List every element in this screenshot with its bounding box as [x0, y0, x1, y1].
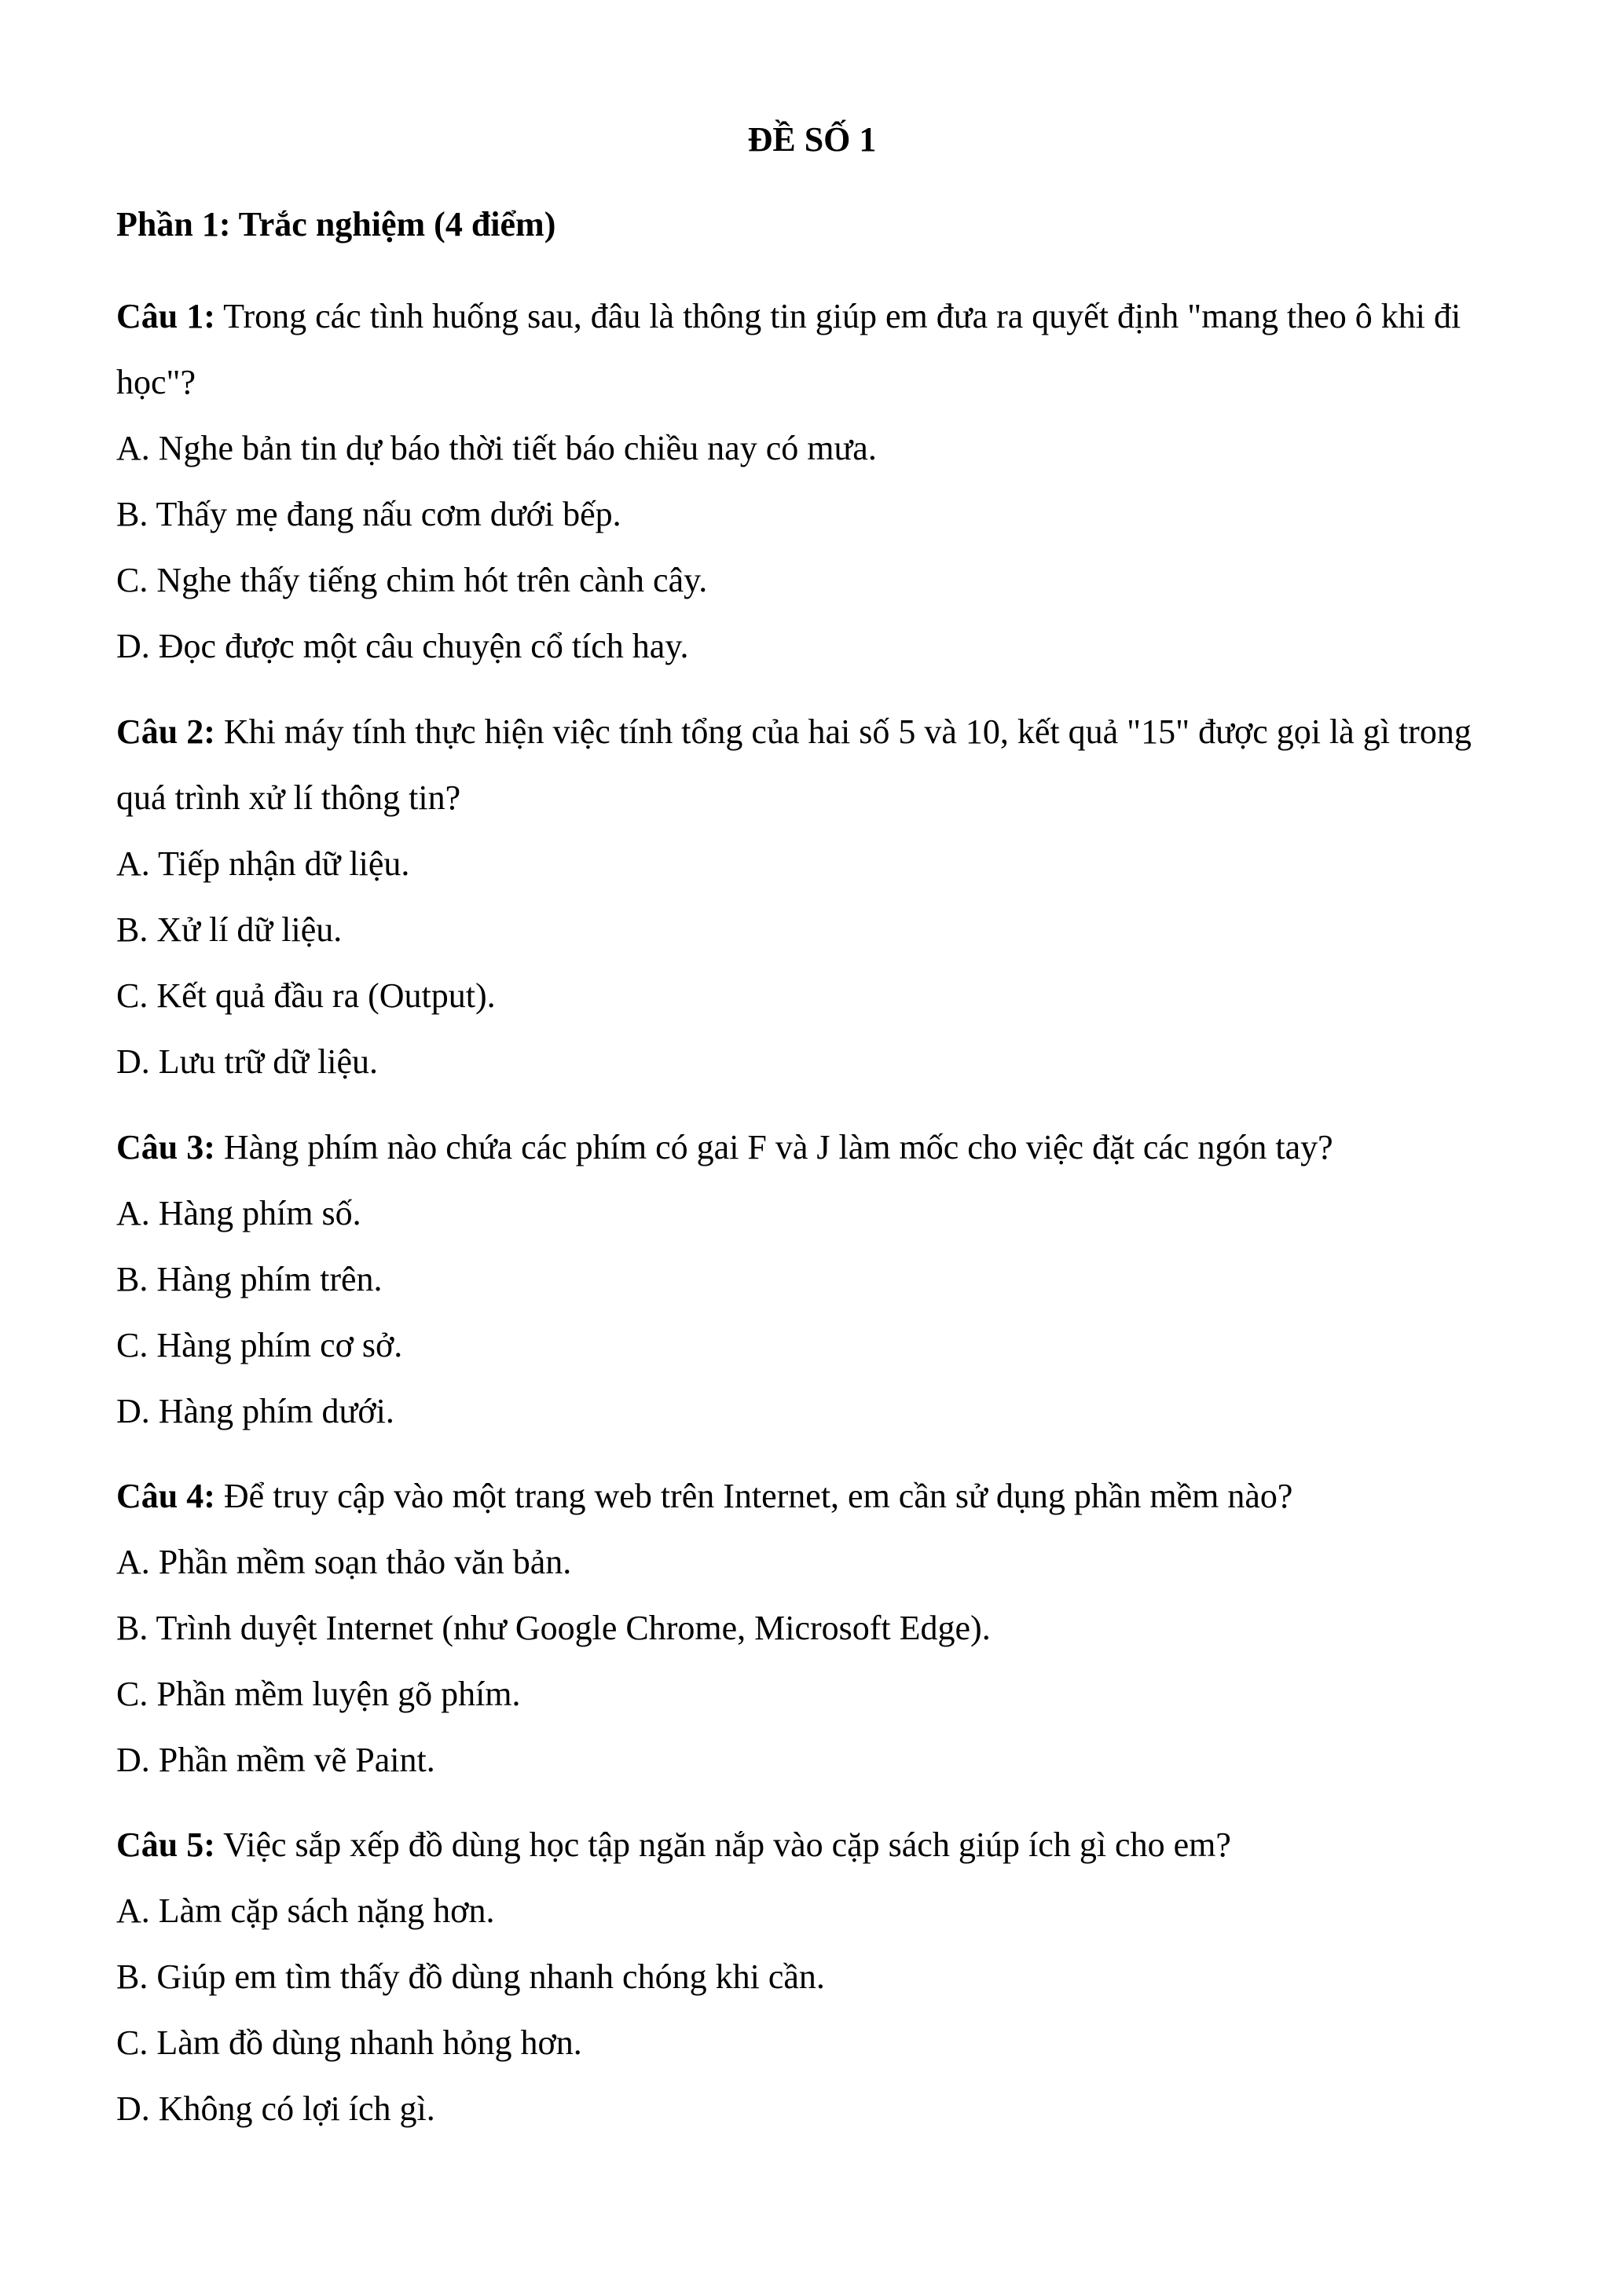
answer-option-c: C. Làm đồ dùng nhanh hỏng hơn. — [116, 2023, 582, 2062]
answer-option-a: A. Tiếp nhận dữ liệu. — [116, 844, 410, 883]
answer-options — [116, 416, 1515, 679]
answer-option-c: C. Nghe thấy tiếng chim hót trên cành cây. — [116, 561, 708, 599]
question-stem — [116, 284, 1515, 416]
answer-option-d: D. Đọc được một câu chuyện cổ tích hay. — [116, 627, 689, 665]
question-label: Câu 2: — [116, 712, 215, 751]
question-4 — [116, 1463, 1515, 1793]
question-stem — [116, 699, 1515, 831]
question-label: Câu 5: — [116, 1825, 215, 1864]
answer-options — [116, 831, 1515, 1095]
question-label: Câu 4: — [116, 1477, 215, 1515]
answer-option-b: B. Trình duyệt Internet (như Google Chrome, Microsoft Edge). — [116, 1609, 991, 1647]
section-heading: Phần 1: Trắc nghiệm (4 điểm) — [116, 205, 556, 244]
question-stem — [116, 1463, 1515, 1529]
document-title: ĐỀ SỐ 1 — [747, 120, 877, 159]
question-label: Câu 3: — [116, 1128, 215, 1166]
question-text: Hàng phím nào chứa các phím có gai F và J làm mốc cho việc đặt các ngón tay? — [223, 1128, 1333, 1166]
question-3 — [116, 1115, 1515, 1445]
question-5 — [116, 1812, 1515, 2142]
question-label: Câu 1: — [116, 297, 215, 335]
question-stem — [116, 1812, 1515, 1878]
question-2 — [116, 699, 1515, 1095]
answer-option-b: B. Thấy mẹ đang nấu cơm dưới bếp. — [116, 495, 621, 533]
question-1 — [116, 284, 1515, 679]
answer-option-b: B. Hàng phím trên. — [116, 1260, 383, 1298]
answer-options — [116, 1529, 1515, 1793]
answer-option-c: C. Hàng phím cơ sở. — [116, 1326, 403, 1364]
question-text: Trong các tình huống sau, đâu là thông tin giúp em đưa ra quyết định "mang theo ô khi đi học"? — [116, 297, 1461, 401]
question-text: Việc sắp xếp đồ dùng học tập ngăn nắp vào cặp sách giúp ích gì cho em? — [223, 1825, 1231, 1864]
question-text: Khi máy tính thực hiện việc tính tổng của hai số 5 và 10, kết quả "15" được gọi là gì trong quá trình xử lí thông tin? — [116, 712, 1472, 817]
answer-option-d: D. Lưu trữ dữ liệu. — [116, 1042, 379, 1081]
answer-option-c: C. Phần mềm luyện gõ phím. — [116, 1675, 521, 1713]
answer-option-b: B. Xử lí dữ liệu. — [116, 910, 343, 949]
answer-option-a: A. Làm cặp sách nặng hơn. — [116, 1891, 495, 1930]
answer-option-b: B. Giúp em tìm thấy đồ dùng nhanh chóng khi cần. — [116, 1957, 825, 1996]
answer-option-c: C. Kết quả đầu ra (Output). — [116, 976, 496, 1015]
answer-option-a: A. Nghe bản tin dự báo thời tiết báo chiều nay có mưa. — [116, 429, 877, 467]
answer-option-d: D. Không có lợi ích gì. — [116, 2089, 435, 2128]
question-stem — [116, 1115, 1515, 1181]
question-text: Để truy cập vào một trang web trên Internet, em cần sử dụng phần mềm nào? — [223, 1477, 1293, 1515]
answer-options — [116, 1181, 1515, 1445]
answer-option-d: D. Phần mềm vẽ Paint. — [116, 1741, 435, 1779]
answer-options — [116, 1878, 1515, 2142]
answer-option-a: A. Phần mềm soạn thảo văn bản. — [116, 1543, 572, 1581]
answer-option-d: D. Hàng phím dưới. — [116, 1392, 394, 1430]
answer-option-a: A. Hàng phím số. — [116, 1194, 361, 1232]
